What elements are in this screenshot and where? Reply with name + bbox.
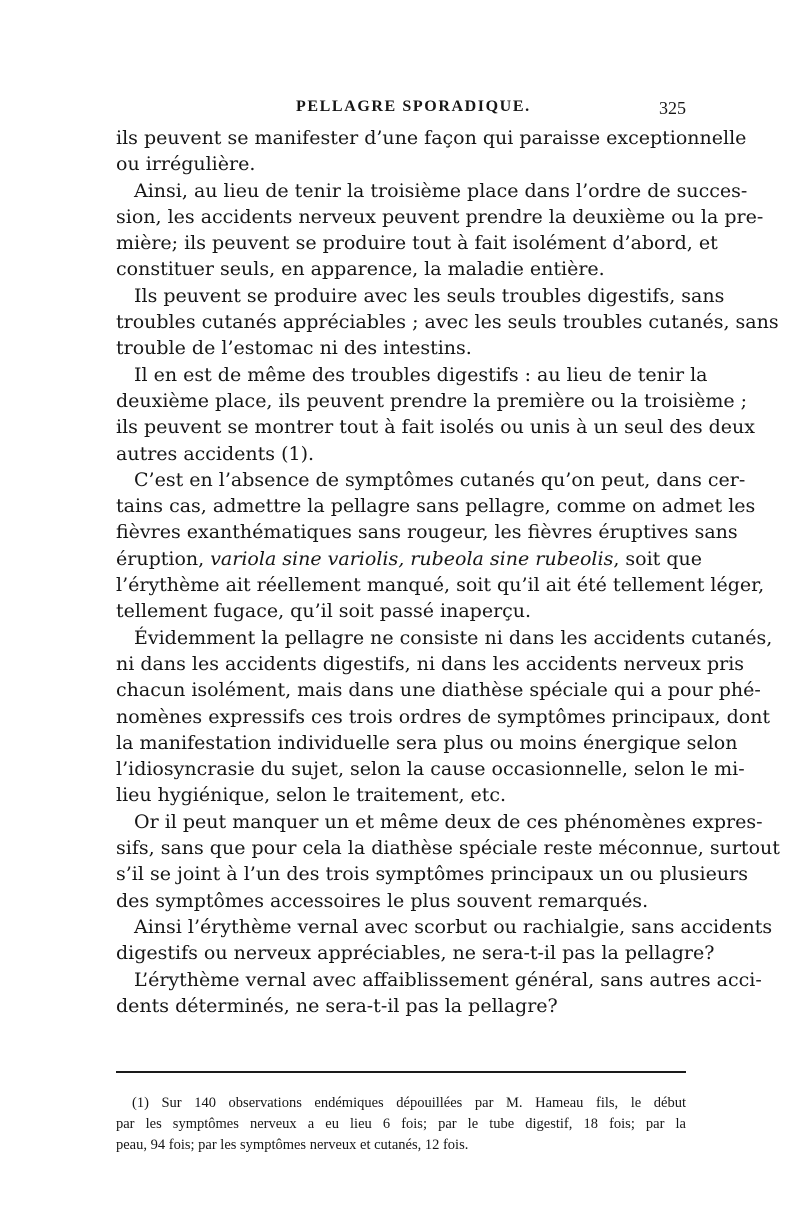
latin-phrase: variola sine variolis, rubeola sine rubeolis — [210, 547, 614, 570]
text-line: constituer seuls, en apparence, la maladie entière. — [116, 258, 605, 281]
text-line: nomènes expressifs ces trois ordres de symptômes principaux, dont — [116, 705, 771, 728]
text-line: tellement fugace, qu’il soit passé inaperçu. — [116, 600, 532, 623]
text-line: fièvres exanthématiques sans rougeur, les fièvres éruptives sans — [116, 521, 738, 544]
text-line: l’érythème ait réellement manqué, soit qu’il ait été tellement léger, — [116, 574, 765, 597]
text-line: ils peuvent se manifester d’une façon qui paraisse exceptionnelle — [116, 127, 747, 149]
text-line: troubles cutanés appréciables ; avec les seuls troubles cutanés, sans — [116, 311, 779, 334]
text-line: lieu hygiénique, selon le traitement, etc. — [116, 784, 507, 807]
footnote-line: peau, 94 fois; par les symptômes nerveux et cutanés, 12 fois. — [116, 1137, 469, 1153]
page-number: 325 — [659, 98, 686, 118]
text-line: trouble de l’estomac ni des intestins. — [116, 337, 472, 360]
footnote — [116, 1093, 686, 1156]
text-line: sifs, sans que pour cela la diathèse spéciale reste méconnue, surtout — [116, 837, 780, 860]
text-line: chacun isolément, mais dans une diathèse spéciale qui a pour phé- — [116, 679, 761, 702]
text-line: Ainsi l’érythème vernal avec scorbut ou rachialgie, sans accidents — [134, 915, 773, 938]
text-line: ou irrégulière. — [116, 153, 256, 176]
footnote-line: par les symptômes nerveux a eu lieu 6 fois; par le tube digestif, 18 fois; par la — [116, 1116, 686, 1132]
text-line: tains cas, admettre la pellagre sans pellagre, comme on admet les — [116, 495, 756, 518]
line-start: éruption, — [116, 547, 211, 570]
page-header — [116, 98, 686, 122]
text-line: Or il peut manquer un et même deux de ces phénomènes expres- — [134, 810, 763, 833]
text-line: deuxième place, ils peuvent prendre la première ou la troisième ; — [116, 389, 748, 412]
main-text — [116, 125, 780, 1019]
text-line: sion, les accidents nerveux peuvent prendre la deuxième ou la pre- — [116, 205, 764, 228]
text-line: Ils peuvent se produire avec les seuls troubles digestifs, sans — [134, 284, 725, 307]
text-line: l’idiosyncrasie du sujet, selon la cause occasionnelle, selon le mi- — [116, 758, 745, 781]
text-line: ni dans les accidents digestifs, ni dans les accidents nerveux pris — [116, 652, 745, 675]
text-line: C’est en l’absence de symptômes cutanés qu’on peut, dans cer- — [134, 468, 746, 491]
text-line: mière; ils peuvent se produire tout à fait isolément d’abord, et — [116, 232, 718, 255]
footnote-line: (1) Sur 140 observations endémiques dépouillées par M. Hameau fils, le début — [132, 1095, 686, 1111]
text-line: autres accidents (1). — [116, 442, 315, 465]
line-end: , soit que — [613, 547, 702, 570]
footnote-rule — [116, 1071, 686, 1073]
running-head: PELLAGRE SPORADIQUE. — [296, 98, 531, 115]
text-line: Il en est de même des troubles digestifs : au lieu de tenir la — [134, 363, 708, 386]
text-line: la manifestation individuelle sera plus ou moins énergique selon — [116, 731, 738, 754]
text-line-with-latin — [116, 546, 702, 572]
text-line: digestifs ou nerveux appréciables, ne sera-t-il pas la pellagre? — [116, 942, 715, 965]
text-line: dents déterminés, ne sera-t-il pas la pellagre? — [116, 994, 558, 1017]
text-line: Évidemment la pellagre ne consiste ni dans les accidents cutanés, — [134, 626, 773, 649]
text-line: s’il se joint à l’un des trois symptômes principaux un ou plusieurs — [116, 863, 748, 886]
text-line: Ainsi, au lieu de tenir la troisième place dans l’ordre de succes- — [134, 179, 748, 202]
text-line: des symptômes accessoires le plus souvent remarqués. — [116, 889, 649, 912]
text-line: ils peuvent se montrer tout à fait isolés ou unis à un seul des deux — [116, 416, 755, 439]
text-line: L’érythème vernal avec affaiblissement général, sans autres acci- — [134, 968, 762, 991]
